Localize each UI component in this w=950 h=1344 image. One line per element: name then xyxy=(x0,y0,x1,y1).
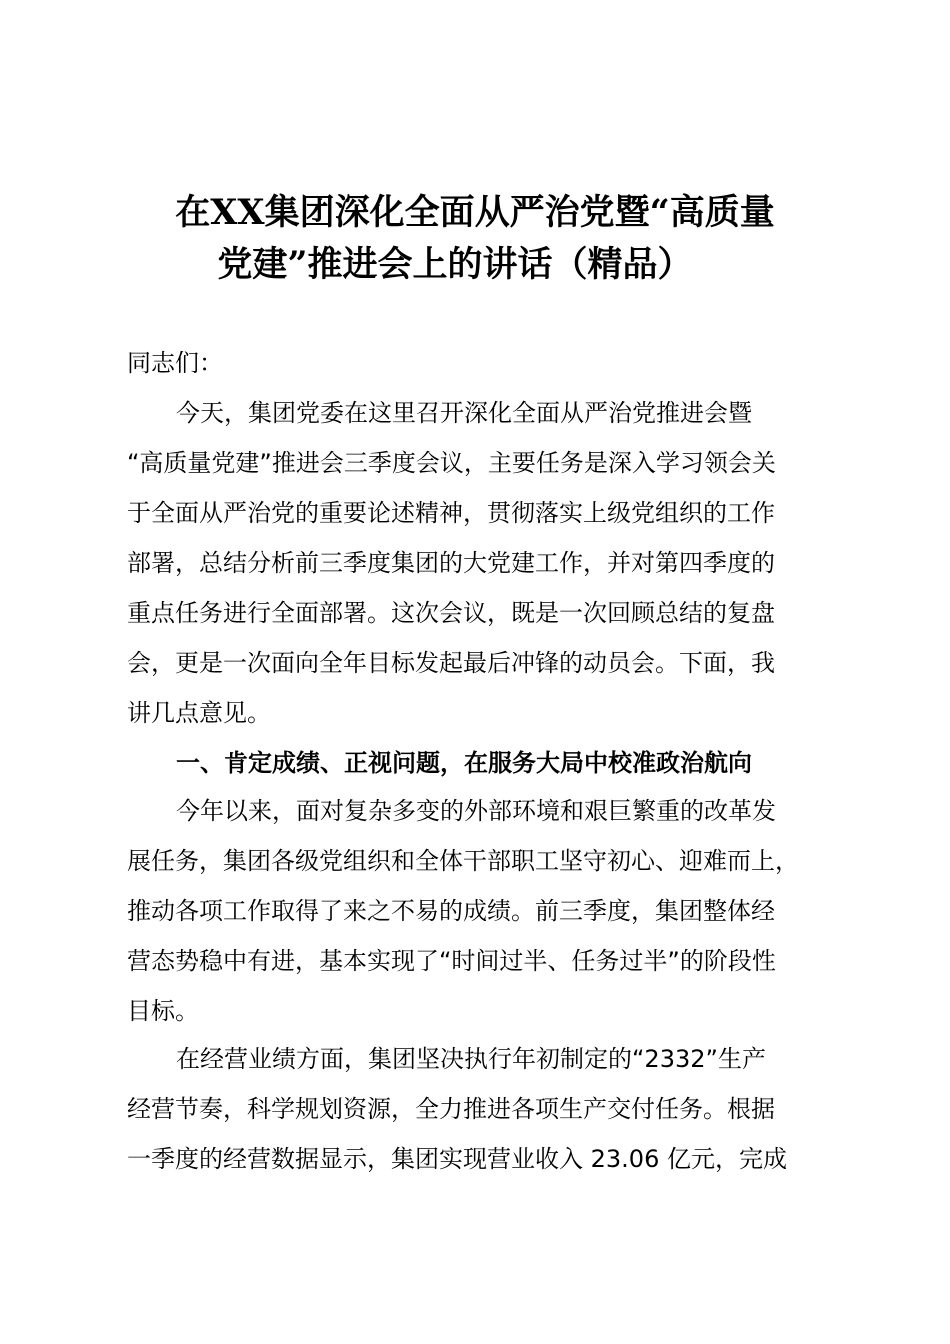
paragraph-3-line-3: 一季度的经营数据显示，集团实现营业收入 23.06 亿元，完成 xyxy=(127,1145,787,1173)
paragraph-1-line-4: 部署，总结分析前三季度集团的大党建工作，并对第四季度的 xyxy=(127,549,775,577)
document-title-line-2: 党建”推进会上的讲话（精品） xyxy=(217,244,693,285)
paragraph-3-line-2: 经营节奏，科学规划资源，全力推进各项生产交付任务。根据 xyxy=(127,1095,775,1123)
paragraph-2-line-5: 目标。 xyxy=(127,997,199,1025)
paragraph-2-line-4: 营态势稳中有进，基本实现了“时间过半、任务过半”的阶段性 xyxy=(127,947,776,975)
paragraph-1-line-1: 今天，集团党委在这里召开深化全面从严治党推进会暨 xyxy=(176,399,752,427)
paragraph-1-line-6: 会，更是一次面向全年目标发起最后冲锋的动员会。下面，我 xyxy=(127,649,775,677)
paragraph-1-line-2: “高质量党建”推进会三季度会议，主要任务是深入学习领会关 xyxy=(127,449,776,477)
paragraph-1-line-3: 于全面从严治党的重要论述精神，贯彻落实上级党组织的工作 xyxy=(127,499,775,527)
section-1-heading: 一、肯定成绩、正视问题，在服务大局中校准政治航向 xyxy=(176,749,752,777)
paragraph-2-line-1: 今年以来，面对复杂多变的外部环境和艰巨繁重的改革发 xyxy=(176,797,776,825)
paragraph-3-line-1: 在经营业绩方面，集团坚决执行年初制定的“2332”生产 xyxy=(176,1045,766,1073)
paragraph-1-line-5: 重点任务进行全面部署。这次会议，既是一次回顾总结的复盘 xyxy=(127,599,775,627)
paragraph-1-line-7: 讲几点意见。 xyxy=(127,699,271,727)
salutation: 同志们： xyxy=(127,349,223,377)
paragraph-2-line-2: 展任务，集团各级党组织和全体干部职工坚守初心、迎难而上， xyxy=(127,847,799,875)
paragraph-2-line-3: 推动各项工作取得了来之不易的成绩。前三季度，集团整体经 xyxy=(127,897,775,925)
document-title-line-1: 在XX集团深化全面从严治党暨“高质量 xyxy=(175,192,775,233)
